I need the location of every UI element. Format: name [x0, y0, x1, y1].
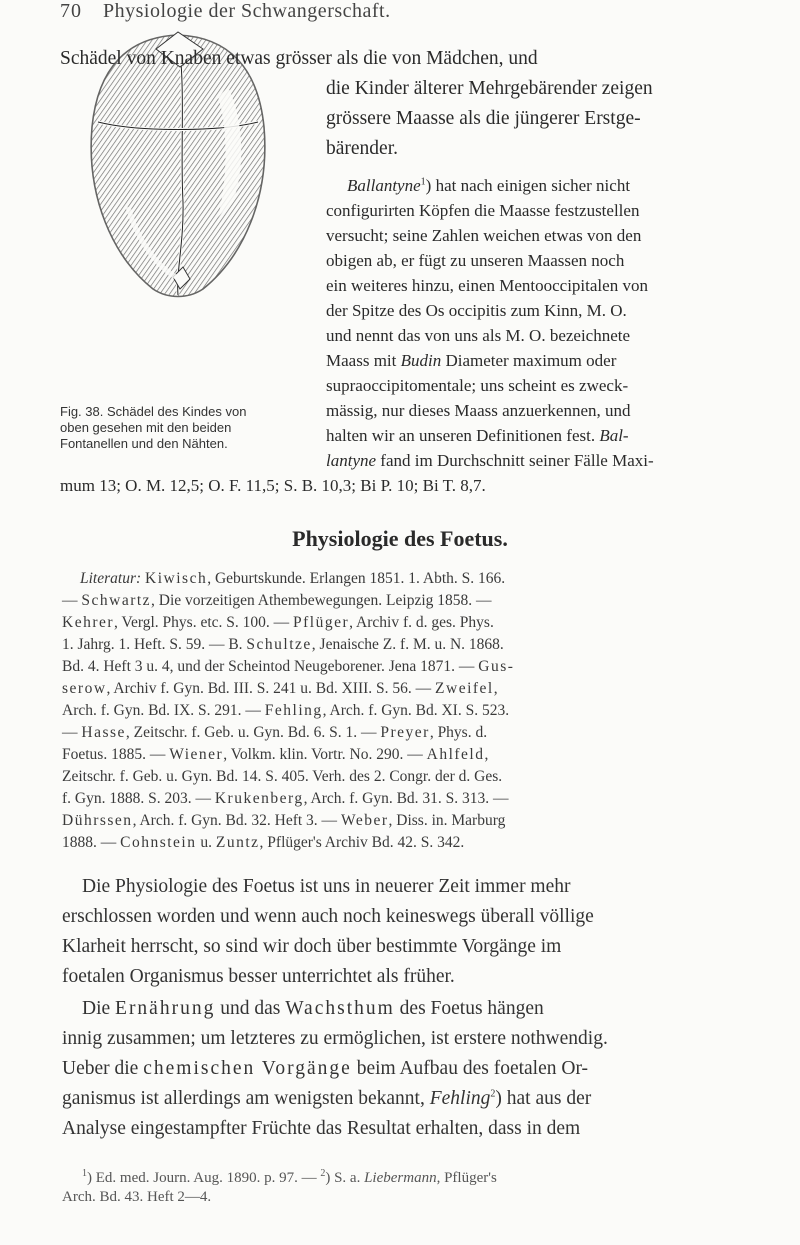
body-line: foetalen Organismus besser unterrichtet als früher.: [62, 966, 455, 987]
ballantyne-line: mässig, nur dieses Maass anzuerkennen, und: [326, 401, 631, 420]
ballantyne-line: lantyne fand im Durchschnitt seiner Fälle Maxi-: [326, 451, 654, 470]
intro-line: Schädel von Knaben etwas grösser als die von Mädchen, und: [60, 48, 538, 69]
ballantyne-line: obigen ab, er fügt zu unseren Maassen noch: [326, 251, 625, 270]
running-header: [60, 0, 391, 23]
running-head-title: Physiologie der Schwangerschaft.: [103, 0, 391, 22]
literature-line: — Hasse, Zeitschr. f. Geb. u. Gyn. Bd. 6. S. 1. — Preyer, Phys. d.: [62, 724, 488, 741]
ballantyne-line: mum 13; O. M. 12,5; O. F. 11,5; S. B. 10,3; Bi P. 10; Bi T. 8,7.: [60, 476, 486, 495]
page-number: 70: [60, 0, 82, 22]
ballantyne-line: Maass mit Budin Diameter maximum oder: [326, 351, 617, 370]
section-title: Physiologie des Foetus.: [292, 526, 508, 551]
literature-line: Bd. 4. Heft 3 u. 4, und der Scheintod Neugeborener. Jena 1871. — Gus-: [62, 658, 515, 675]
body-line: Analyse eingestampfter Früchte das Resultat erhalten, dass in dem: [62, 1118, 581, 1139]
intro-line: bärender.: [326, 138, 399, 159]
body-line: Klarheit herrscht, so sind wir doch über bestimmte Vorgänge im: [62, 936, 562, 957]
ballantyne-line: configurirten Köpfen die Maasse festzustellen: [326, 201, 640, 220]
literature-line: 1. Jahrg. 1. Heft. S. 59. — B. Schultze, Jenaische Z. f. M. u. N. 1868.: [62, 636, 504, 653]
literature-line: Arch. f. Gyn. Bd. IX. S. 291. — Fehling, Arch. f. Gyn. Bd. XI. S. 523.: [62, 702, 510, 719]
ballantyne-line: Ballantyne$^1$) hat nach einigen sicher nicht: [347, 176, 631, 195]
ballantyne-line: der Spitze des Os occipitis zum Kinn, M. O.: [326, 301, 627, 320]
literature-line: Dührssen, Arch. f. Gyn. Bd. 32. Heft 3. — Weber, Diss. in. Marburg: [62, 812, 506, 829]
figure-caption: oben gesehen mit den beiden: [60, 420, 232, 435]
literature-line: f. Gyn. 1888. S. 203. — Krukenberg, Arch. f. Gyn. Bd. 31. S. 313. —: [62, 790, 509, 807]
literature-line: Kehrer, Vergl. Phys. etc. S. 100. — Pflüger, Archiv f. d. ges. Phys.: [62, 614, 494, 631]
intro-line: grössere Maasse als die jüngerer Erstge-: [326, 108, 641, 129]
literature-line: Literatur: Kiwisch, Geburtskunde. Erlangen 1851. 1. Abth. S. 166.: [80, 570, 506, 587]
figure-caption: Fig. 38. Schädel des Kindes von: [60, 404, 247, 419]
body-line: Ueber die chemischen Vorgänge beim Aufbau des foetalen Or-: [62, 1058, 589, 1079]
literature-line: Foetus. 1885. — Wiener, Volkm. klin. Vortr. No. 290. — Ahlfeld,: [62, 746, 489, 763]
body-line: erschlossen worden und wenn auch noch keineswegs überall völlige: [62, 906, 594, 927]
literature-line: Zeitschr. f. Geb. u. Gyn. Bd. 14. S. 405. Verh. des 2. Congr. der d. Ges.: [62, 768, 503, 785]
body-line: Die Physiologie des Foetus ist uns in neuerer Zeit immer mehr: [82, 876, 571, 897]
literature-line: — Schwartz, Die vorzeitigen Athembewegungen. Leipzig 1858. —: [62, 592, 492, 609]
ballantyne-line: halten wir an unseren Definitionen fest. Bal-: [326, 426, 629, 445]
body-line: ganismus ist allerdings am wenigsten bekannt, Fehling$^2$) hat aus der: [62, 1088, 592, 1109]
figure-caption: Fontanellen und den Nähten.: [60, 436, 228, 451]
body-line: innig zusammen; um letzteres zu ermöglichen, ist erstere nothwendig.: [62, 1028, 608, 1049]
ballantyne-line: supraoccipitomentale; uns scheint es zweck-: [326, 376, 629, 395]
footnote-line: Arch. Bd. 43. Heft 2—4.: [62, 1189, 212, 1205]
literature-line: 1888. — Cohnstein u. Zuntz, Pflüger's Archiv Bd. 42. S. 342.: [62, 834, 465, 851]
ballantyne-line: ein weiteres hinzu, einen Mentooccipitalen von: [326, 276, 648, 295]
footnote-line: $^1$) Ed. med. Journ. Aug. 1890. p. 97. — $^2$) S. a. Liebermann, Pflüger's: [82, 1168, 497, 1186]
ballantyne-line: und nennt das von uns als M. O. bezeichnete: [326, 326, 631, 345]
ballantyne-line: versucht; seine Zahlen weichen etwas von den: [326, 226, 642, 245]
literature-line: serow, Archiv f. Gyn. Bd. III. S. 241 u. Bd. XIII. S. 56. — Zweifel,: [62, 680, 498, 697]
body-line: Die Ernährung und das Wachsthum des Foetus hängen: [82, 998, 544, 1019]
intro-line: die Kinder älterer Mehrgebärender zeigen: [326, 78, 653, 99]
